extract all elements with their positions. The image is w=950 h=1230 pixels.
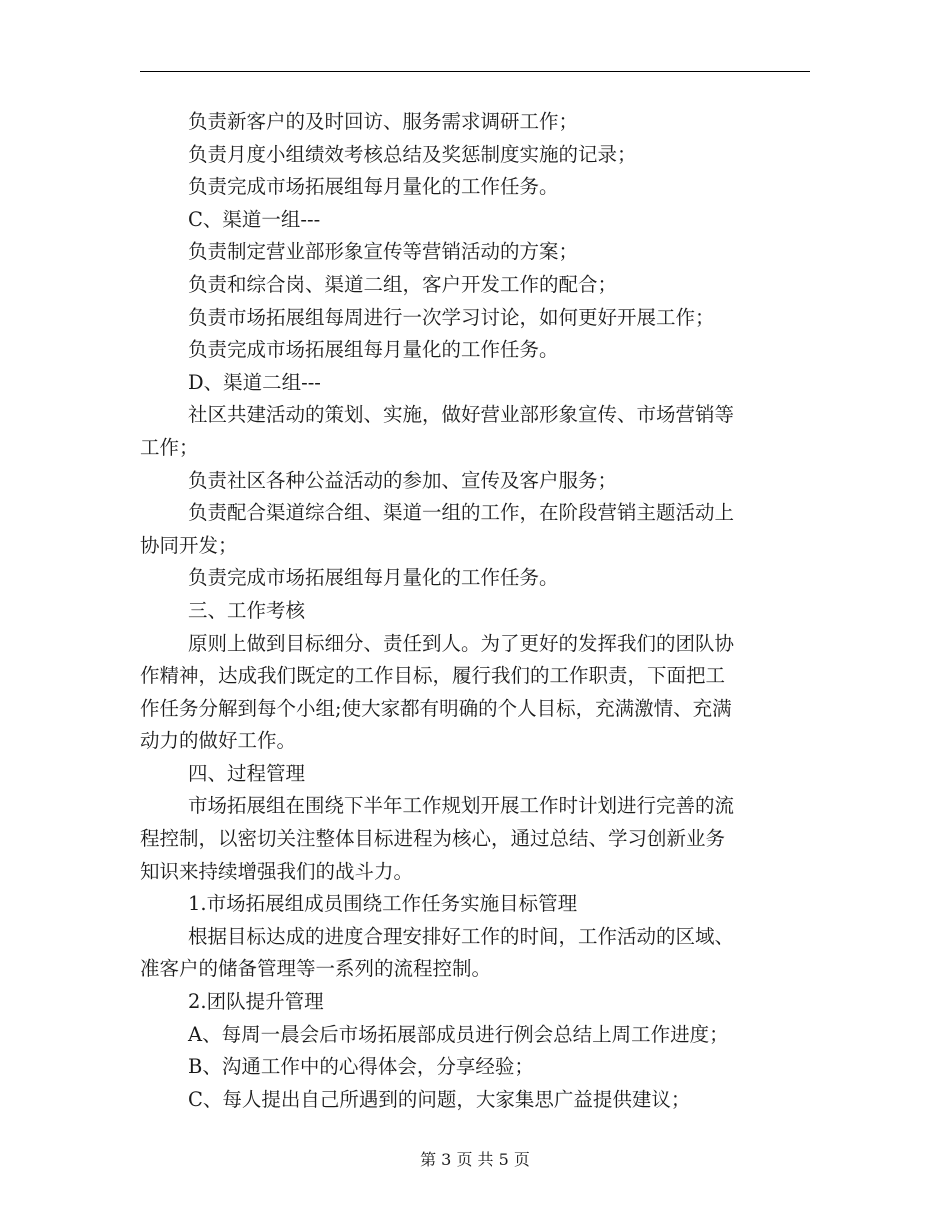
paragraph-line: B、沟通工作中的心得体会，分享经验；	[188, 1055, 534, 1079]
paragraph-line: D、渠道二组---	[188, 370, 321, 394]
paragraph-line: 动力的做好工作。	[140, 729, 297, 753]
paragraph-line: 知识来持续增强我们的战斗力。	[140, 859, 414, 883]
paragraph-line: 市场拓展组在围绕下半年工作规划开展工作时计划进行完善的流	[188, 794, 735, 818]
paragraph-line: 作精神，达成我们既定的工作目标，履行我们的工作职责，下面把工	[140, 664, 726, 688]
paragraph-line: 负责完成市场拓展组每月量化的工作任务。	[188, 566, 559, 590]
paragraph-line: 1.市场拓展组成员围绕工作任务实施目标管理	[188, 892, 578, 916]
paragraph-line: 负责月度小组绩效考核总结及奖惩制度实施的记录；	[188, 142, 637, 166]
paragraph-line: 2.团队提升管理	[188, 990, 324, 1014]
paragraph-line: 负责完成市场拓展组每月量化的工作任务。	[188, 338, 559, 362]
header-rule	[140, 71, 810, 72]
paragraph-line: 负责制定营业部形象宣传等营销活动的方案；	[188, 240, 579, 264]
paragraph-line: 负责完成市场拓展组每月量化的工作任务。	[188, 175, 559, 199]
paragraph-line: 负责社区各种公益活动的参加、宣传及客户服务；	[188, 468, 618, 492]
paragraph-line: 负责市场拓展组每周进行一次学习讨论，如何更好开展工作；	[188, 305, 715, 329]
document-body	[140, 106, 810, 1116]
page-footer: 第 3 页 共 5 页	[420, 1150, 530, 1169]
paragraph-line: 准客户的储备管理等一系列的流程控制。	[140, 957, 492, 981]
paragraph-line: 工作；	[140, 435, 199, 459]
paragraph-line: 根据目标达成的进度合理安排好工作的时间，工作活动的区域、	[188, 924, 735, 948]
paragraph-line: 社区共建活动的策划、实施，做好营业部形象宣传、市场营销等	[188, 403, 735, 427]
paragraph-line: 三、工作考核	[188, 598, 306, 622]
paragraph-line: A、每周一晨会后市场拓展部成员进行例会总结上周工作进度；	[188, 1022, 729, 1046]
paragraph-line: C、每人提出自己所遇到的问题，大家集思广益提供建议；	[188, 1087, 691, 1111]
paragraph-line: 原则上做到目标细分、责任到人。为了更好的发挥我们的团队协	[188, 631, 735, 655]
paragraph-line: 四、过程管理	[188, 761, 306, 785]
paragraph-line: 程控制，以密切关注整体目标进程为核心，通过总结、学习创新业务	[140, 827, 726, 851]
paragraph-line: 负责和综合岗、渠道二组，客户开发工作的配合；	[188, 272, 618, 296]
paragraph-line: 作任务分解到每个小组;使大家都有明确的个人目标，充满激情、充满	[140, 696, 732, 720]
paragraph-line: 负责新客户的及时回访、服务需求调研工作；	[188, 110, 579, 133]
paragraph-line: 协同开发；	[140, 533, 238, 557]
paragraph-line: 负责配合渠道综合组、渠道一组的工作，在阶段营销主题活动上	[188, 501, 735, 525]
paragraph-line: C、渠道一组---	[188, 207, 321, 231]
